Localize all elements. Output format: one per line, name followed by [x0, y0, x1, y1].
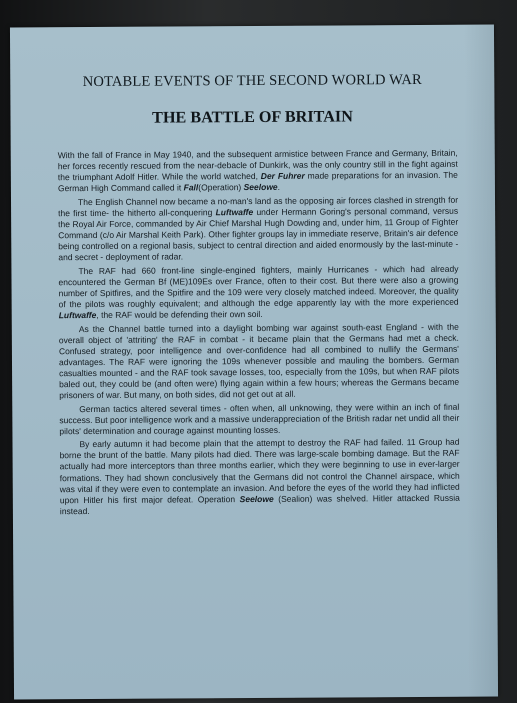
text-run: .	[277, 182, 281, 193]
series-title: NOTABLE EVENTS OF THE SECOND WORLD WAR	[82, 71, 422, 91]
text-run: under Hermann Goring's personal command, versus the Royal Air Force, commanded by Air Chief Marshal Hugh Dowding and, under him, 11 Group of Fighter Command (c/o Air Marshal Keith Park). Other fighter groups lay in immediate reserve, Britain's air defence being controlled on a regional basis, subject to central direction and aided enormously by the last-minute - and secret - deployment of radar.	[58, 205, 459, 263]
text-run: The English Channel now became a no-man's land as the opposing air forces clashed in strength for the first time- the hitherto all-conquering	[58, 194, 459, 219]
page-title: THE BATTLE OF BRITAIN	[152, 107, 353, 127]
paragraph-3	[58, 263, 458, 321]
paragraph-4	[59, 321, 459, 401]
text-run: , the RAF would be defending their own soil.	[96, 309, 263, 321]
italic-term: Luftwaffe	[58, 310, 97, 321]
text-run: The RAF had 660 front-line single-engined fighters, mainly Hurricanes - which had already encountered the German Bf (ME)109Es over France, often to their cost. But there were also a growing number of Spitfires, and the Spitfire and the 109 were very closely matched indeed. Moreover, the quality of the pilots was roughly equivalent; and although the edge apparently lay with the more experienced	[58, 263, 459, 310]
italic-term: Seelowe	[243, 182, 278, 193]
paragraph-6	[59, 437, 459, 517]
italic-term: Der Fuhrer	[260, 170, 305, 182]
printed-card	[10, 25, 498, 700]
text-run: German tactics altered several times - often when, all unknowing, they were within an inch of final success. But poor intelligence work and a massive underappreciation of the British radar net undid all their pilots' determination and courage against mounting losses.	[59, 401, 460, 437]
text-run: As the Channel battle turned into a daylight bombing war against south-east England - with the overall object of 'attriting' the RAF in combat - it became plain that the Germans had met a check. Confused strategy, poor intelligence and over-confidence had all combined to nullify the Germans' advantages. The RAF were ignoring the 109s whenever possible and mauling the bombers. German casualties mounted - and the RAF took savage losses, too, especially from the 109s, but when RAF pilots baled out, they could be (and often were) flying again within a few hours; whereas the Germans became prisoners of war. But many, on both sides, did not get out at all.	[58, 321, 460, 401]
text-run: (Sealion) was shelved. Hitler attacked Russia instead.	[59, 492, 460, 517]
paragraph-1	[58, 148, 458, 195]
text-run: (Operation)	[198, 182, 244, 193]
text-run: made preparations for an invasion. The German High Command called it	[57, 169, 458, 194]
article-body	[58, 148, 460, 520]
paragraph-5	[59, 401, 459, 437]
italic-term: Fall	[183, 182, 199, 193]
italic-term: Luftwaffe	[215, 206, 254, 218]
text-run: By early autumn it had become plain that the attempt to destroy the RAF had failed. 11 Group had borne the brunt of the battle. Many pilots had died. There was large-scale bombing damage. But the RAF actually had more interceptors than three months earlier, which they were beginning to use in ever-larger formations. They had shown conclusively that the Germans did not control the Channel airspace, which was vital if they were even to contemplate an invasion. And before the eyes of the world they had inflicted upon Hitler his first major defeat. Operation	[59, 437, 460, 505]
italic-term: Seelowe	[239, 493, 274, 504]
paragraph-2	[58, 195, 458, 264]
text-run: With the fall of France in May 1940, and the subsequent armistice between France and Germany, Britain, her forces recently rescued from the near-debacle of Dunkirk, was the only country still in the fight against the triumphant Adolf Hitler. While the world watched,	[57, 147, 458, 183]
